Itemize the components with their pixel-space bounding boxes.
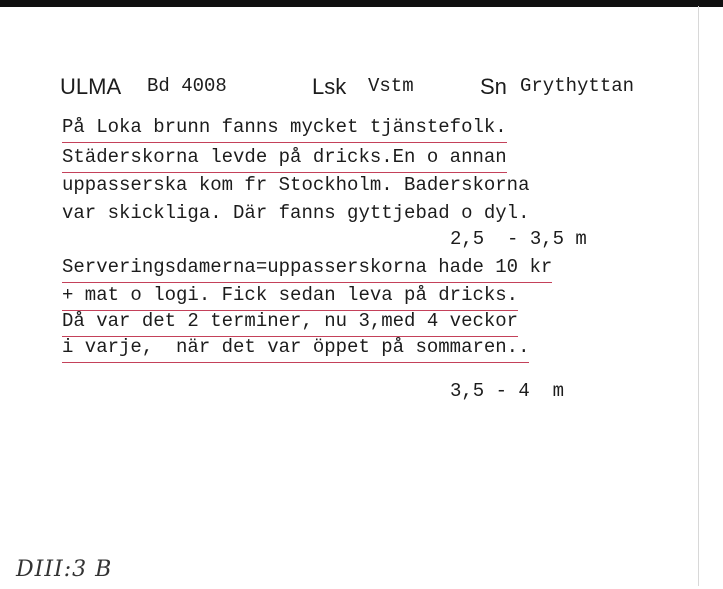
text-line-6: + mat o logi. Fick sedan leva på dricks.: [62, 284, 518, 311]
text-line-3: uppasserska kom fr Stockholm. Baderskorna: [62, 174, 530, 196]
text-line-4: var skickliga. Där fanns gyttjebad o dyl.: [62, 202, 530, 224]
sn-label: Sn: [480, 74, 507, 99]
lsk-value: Vstm: [368, 75, 414, 97]
text-line-1: På Loka brunn fanns mycket tjänstefolk.: [62, 116, 507, 143]
sn-value: Grythyttan: [520, 75, 635, 97]
text-line-8: i varje, när det var öppet på sommaren..: [62, 336, 529, 363]
measurement-2: 3,5 - 4 m: [450, 380, 565, 402]
text-line-7: Då var det 2 terminer, nu 3,med 4 veckor: [62, 310, 518, 337]
text-line-5: Serveringsdamerna=uppasserskorna hade 10 kr: [62, 256, 552, 283]
ulma-number: Bd 4008: [147, 75, 227, 97]
card-header: [0, 70, 723, 104]
ulma-label: ULMA: [60, 74, 122, 99]
text-line-2: Städerskorna levde på dricks.En o annan: [62, 146, 507, 173]
top-dark-band: [0, 0, 723, 7]
handwritten-archive-mark: DIII:3 B: [16, 557, 113, 582]
measurement-1: 2,5 - 3,5 m: [450, 228, 587, 250]
lsk-label: Lsk: [312, 74, 347, 99]
